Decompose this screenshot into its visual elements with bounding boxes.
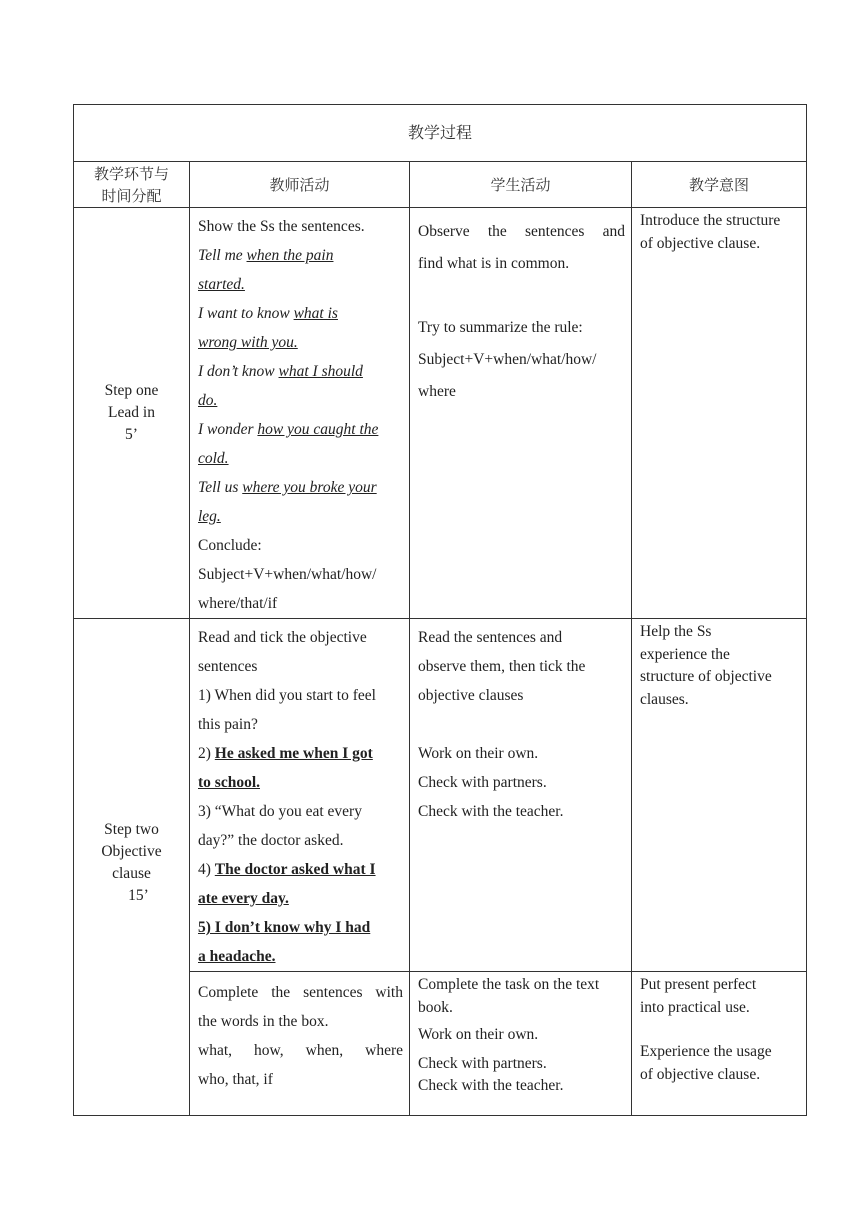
step-two-student-activity [410,619,632,972]
lesson-process-table [73,104,807,1116]
step-one-time: 5’ [125,426,138,443]
header-stage-line1: 教学环节与 [93,164,169,183]
example-sentence-2: I want to know what is [198,305,338,322]
intent-text: of objective clause. [640,1065,761,1083]
header-teaching-intent: 教学意图 [632,162,807,208]
step-two-title-cont: clause [112,865,151,882]
teacher-text: 1) When did you start to feel [198,687,376,704]
student-text: Check with the teacher. [418,1077,564,1094]
student-text: find what is in common. [418,255,570,272]
intent-text: structure of objective [640,668,772,685]
step-one-title: Lead in [108,404,155,421]
student-text: book. [418,998,453,1016]
objective-sentence-2-cont: to school. [198,774,260,791]
example-sentence-3-cont: do. [198,392,218,409]
student-text: objective clauses [418,687,524,704]
intent-text: Help the Ss [640,623,712,640]
objective-sentence-2: 2) He asked me when I got [198,745,373,762]
teacher-text: this pain? [198,716,258,733]
objective-sentence-5-cont: a headache. [198,948,276,965]
intent-text: clauses. [640,690,689,708]
example-sentence-1-cont: started. [198,276,245,293]
student-text: where [418,383,456,400]
intent-text: Introduce the structure [640,212,781,229]
header-stage-time [74,162,190,208]
teacher-text: what, how, when, where [198,1042,403,1059]
student-text: Complete the task on the text [418,976,600,993]
step-two-intent-2 [632,972,807,1116]
intent-text: of objective clause. [640,234,761,252]
header-teacher-activity: 教师活动 [190,162,410,208]
conclude-formula: Subject+V+when/what/how/ [198,566,377,583]
teacher-text: sentences [198,658,258,675]
example-sentence-5: Tell us where you broke your [198,479,377,496]
conclude-formula-cont: where/that/if [198,595,278,612]
teacher-text: who, that, if [198,1071,273,1088]
step-one-intent [632,208,807,619]
teacher-text: day?” the doctor asked. [198,832,344,849]
step-two-student-activity-2 [410,972,632,1116]
example-sentence-2-cont: wrong with you. [198,334,298,351]
step-one-cell [74,208,190,619]
student-text: Work on their own. [418,1026,539,1043]
teacher-text: the words in the box. [198,1013,329,1030]
intent-text: Experience the usage [640,1043,772,1060]
student-text: Read the sentences and [418,629,563,646]
student-text: Subject+V+when/what/how/ [418,351,597,368]
example-sentence-4-cont: cold. [198,450,229,467]
step-one-student-activity [410,208,632,619]
table-title: 教学过程 [74,105,807,162]
conclude-label: Conclude: [198,537,262,554]
step-one-name: Step one [104,382,159,399]
intent-text: Put present perfect [640,976,757,993]
teacher-text: 3) “What do you eat every [198,803,362,820]
example-sentence-3: I don’t know what I should [198,363,363,380]
header-student-activity: 学生活动 [410,162,632,208]
step-two-teacher-activity-2 [190,972,410,1116]
student-text: Try to summarize the rule: [418,319,583,336]
step-two-name: Step two [104,821,159,838]
student-text: Check with partners. [418,1054,547,1072]
teacher-text: Complete the sentences with [198,984,403,1001]
header-stage-line2: 时间分配 [101,186,162,205]
step-one-teacher-activity [190,208,410,619]
example-sentence-4: I wonder how you caught the [198,421,379,438]
objective-sentence-4: 4) The doctor asked what I [198,861,376,878]
student-text: Check with the teacher. [418,803,564,820]
objective-sentence-4-cont: ate every day. [198,890,289,907]
step-two-time: 15’ [128,887,149,904]
step-two-teacher-activity [190,619,410,972]
student-text: observe them, then tick the [418,658,586,675]
step-two-cell [74,619,190,1116]
intent-text: into practical use. [640,998,750,1016]
step-two-title: Objective [101,843,162,860]
student-text: Work on their own. [418,745,539,762]
objective-sentence-5: 5) I don’t know why I had [198,919,371,936]
intent-text: experience the [640,645,730,663]
student-text: Observe the sentences and [418,223,625,240]
example-sentence-5-cont: leg. [198,508,221,525]
teacher-intro: Show the Ss the sentences. [198,218,365,235]
student-text: Check with partners. [418,774,547,791]
teacher-text: Read and tick the objective [198,629,367,646]
step-two-intent [632,619,807,972]
example-sentence-1: Tell me when the pain [198,247,334,264]
